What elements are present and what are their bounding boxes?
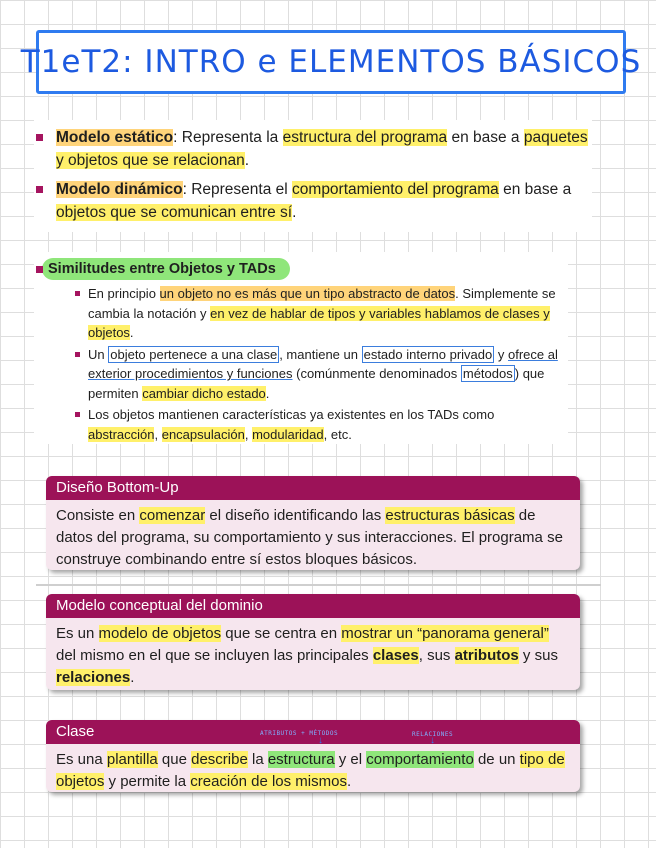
block-clase bbox=[46, 720, 580, 792]
bold-highlight: clases bbox=[372, 647, 419, 664]
text: de un bbox=[473, 751, 520, 768]
similitudes-section bbox=[34, 252, 568, 444]
text: y sus bbox=[518, 647, 558, 664]
annotation-relaciones: RELACIONES bbox=[412, 731, 454, 738]
text: la bbox=[247, 751, 268, 768]
highlight: comportamiento del programa bbox=[292, 181, 499, 198]
text: . bbox=[292, 204, 297, 221]
bullet-icon bbox=[75, 352, 80, 357]
block-bottom-up bbox=[46, 476, 580, 570]
bold-highlight: relaciones bbox=[56, 669, 131, 686]
text: en base a bbox=[447, 129, 524, 146]
block-header-title: Clase bbox=[56, 723, 95, 740]
title-box bbox=[20, 30, 642, 94]
highlight: un objeto no es más que un tipo abstracto de datos bbox=[159, 286, 456, 301]
text: , sus bbox=[418, 647, 455, 664]
term-modelo-estatico: Modelo estático bbox=[56, 129, 174, 146]
arrow-down-icon: ↓ bbox=[430, 735, 435, 746]
block-body bbox=[46, 618, 580, 697]
block-header: Diseño Bottom-Up bbox=[46, 476, 580, 500]
bullet-icon bbox=[75, 412, 80, 417]
list-item-modelo-dinamico bbox=[34, 178, 592, 224]
highlight: mostrar un “panorama general” bbox=[341, 625, 549, 642]
similitudes-heading: Similitudes entre Objetos y TADs bbox=[42, 258, 290, 280]
text: . bbox=[129, 325, 134, 340]
text: del mismo en el que se incluyen las principales bbox=[56, 647, 373, 664]
text: y el bbox=[334, 751, 367, 768]
boxed-term: objeto pertenece a una clase bbox=[110, 346, 278, 362]
highlight: abstracción bbox=[88, 426, 155, 442]
text: ) que permiten bbox=[88, 366, 545, 401]
text: que se centra en bbox=[221, 625, 342, 642]
text: Un bbox=[88, 346, 109, 362]
underlined-term: ofrece al exterior procedimientos y funciones bbox=[88, 346, 558, 381]
models-section bbox=[34, 120, 592, 232]
highlight: cambiar dicho estado bbox=[142, 385, 266, 401]
bullet-icon bbox=[36, 266, 43, 273]
text: . bbox=[346, 773, 352, 790]
text: . bbox=[244, 152, 250, 169]
text: . bbox=[130, 669, 135, 686]
highlight: estructura del programa bbox=[282, 129, 448, 146]
text: en base a bbox=[498, 181, 572, 198]
text: el diseño identificando las bbox=[205, 507, 386, 524]
list-item bbox=[72, 405, 568, 444]
page-title: T1eT2: INTRO e ELEMENTOS BÁSICOS bbox=[20, 44, 642, 80]
text: Los objetos mantienen características ya existentes en los TADs como bbox=[88, 407, 495, 422]
similitudes-heading-row bbox=[34, 258, 568, 280]
text: : Representa la bbox=[173, 129, 283, 146]
boxed-term: estado interno privado bbox=[363, 346, 493, 362]
block-modelo-conceptual bbox=[46, 594, 580, 690]
block-body bbox=[46, 500, 580, 579]
highlight: modularidad bbox=[252, 426, 324, 442]
list-item bbox=[72, 345, 568, 404]
models-list bbox=[34, 126, 592, 224]
text: (comúnmente denominados bbox=[292, 366, 461, 381]
text: , bbox=[154, 426, 162, 442]
text: y bbox=[494, 346, 508, 362]
text: Consiste en bbox=[56, 507, 140, 524]
highlight-green: estructura bbox=[267, 751, 335, 768]
arrow-down-icon: ↓ bbox=[318, 735, 323, 746]
text: de datos del programa, su comportamiento y sus interacciones. El programa se construye combinando entre sí estos bloques básicos. bbox=[56, 507, 563, 568]
bullet-icon bbox=[75, 291, 80, 296]
text: que bbox=[157, 751, 192, 768]
bullet-icon bbox=[36, 186, 43, 193]
text: Es un bbox=[56, 625, 99, 642]
bullet-icon bbox=[36, 134, 43, 141]
highlight: tipo de objetos bbox=[56, 751, 565, 790]
highlight: estructuras básicas bbox=[385, 507, 515, 524]
highlight: paquetes y objetos que se relacionan bbox=[56, 129, 588, 169]
highlight: objetos que se comunican entre sí bbox=[56, 204, 293, 221]
boxed-term: métodos bbox=[462, 366, 513, 381]
highlight: describe bbox=[191, 751, 248, 768]
list-item bbox=[72, 284, 568, 343]
text: , mantiene un bbox=[279, 346, 362, 362]
text: , etc. bbox=[323, 426, 352, 442]
text: Es una bbox=[56, 751, 107, 768]
bold-highlight: atributos bbox=[454, 647, 519, 664]
block-body bbox=[46, 744, 580, 801]
term-modelo-dinamico: Modelo dinámico bbox=[56, 181, 183, 198]
highlight: creación de los mismos bbox=[190, 773, 347, 790]
highlight-green: comportamiento bbox=[366, 751, 474, 768]
block-header bbox=[46, 720, 580, 744]
block-header: Modelo conceptual del dominio bbox=[46, 594, 580, 618]
text: . Simplemente se cambia la notación y bbox=[88, 286, 556, 321]
highlight: plantilla bbox=[106, 751, 158, 768]
similitudes-list bbox=[72, 284, 568, 444]
highlight: encapsulación bbox=[161, 426, 245, 442]
text: , bbox=[244, 426, 253, 442]
highlight: comenzar bbox=[139, 507, 206, 524]
annotation-atributos-metodos: ATRIBUTOS + MÉTODOS bbox=[260, 730, 339, 737]
divider bbox=[36, 584, 601, 586]
text: : Representa el bbox=[182, 181, 293, 198]
text: En principio bbox=[88, 286, 160, 301]
highlight: en vez de hablar de tipos y variables hablamos de clases y objetos bbox=[88, 305, 550, 340]
highlight: modelo de objetos bbox=[98, 625, 222, 642]
text: . bbox=[265, 385, 270, 401]
list-item-modelo-estatico bbox=[34, 126, 592, 172]
text: y permite la bbox=[104, 773, 191, 790]
